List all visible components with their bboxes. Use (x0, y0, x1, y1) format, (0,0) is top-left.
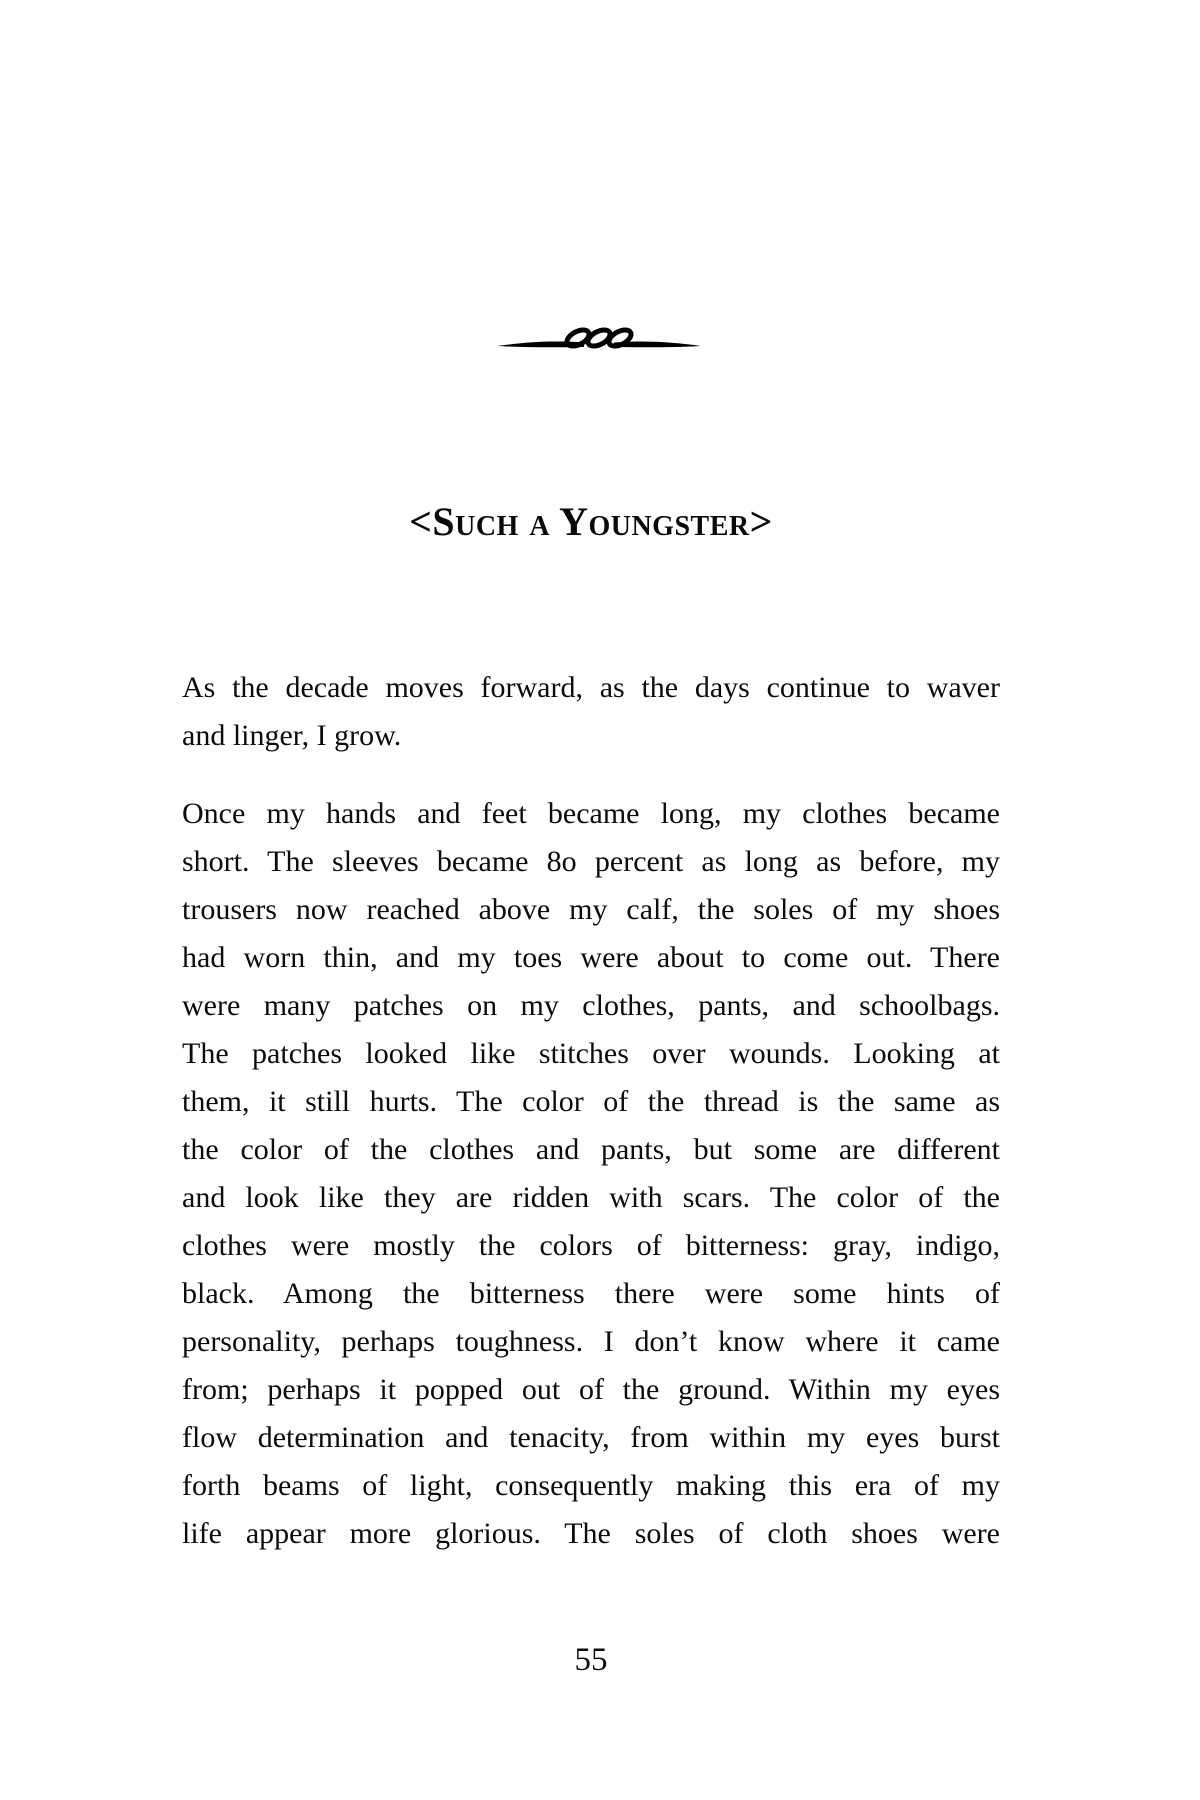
text-line: life appear more glorious. The soles of cloth shoes were (182, 1517, 1000, 1550)
text-line: forth beams of light, consequently making this era of my (182, 1469, 1000, 1502)
text-line: had worn thin, and my toes were about to come out. There (182, 941, 1000, 974)
text-line: As the decade moves forward, as the days continue to waver (182, 671, 1000, 704)
text-line: trousers now reached above my calf, the soles of my shoes (182, 893, 1000, 926)
text-line: the color of the clothes and pants, but some are different (182, 1133, 1000, 1166)
page-number: 55 (574, 1642, 608, 1678)
text-line: them, it still hurts. The color of the thread is the same as (182, 1085, 1000, 1118)
paragraph (182, 664, 1000, 760)
text-line: and look like they are ridden with scars. The color of the (182, 1181, 1000, 1214)
text-line: from; perhaps it popped out of the ground. Within my eyes (182, 1373, 1000, 1406)
text-line: The patches looked like stitches over wounds. Looking at (182, 1037, 1000, 1070)
text-line: and linger, I grow. (182, 719, 402, 752)
rope-twist-divider-icon (494, 325, 704, 355)
chapter-title: <Such a Youngster> (409, 499, 773, 544)
paragraph (182, 790, 1000, 1558)
text-line: were many patches on my clothes, pants, and schoolbags. (182, 989, 1000, 1022)
text-line: flow determination and tenacity, from within my eyes burst (182, 1421, 1000, 1454)
text-line: Once my hands and feet became long, my clothes became (182, 797, 1000, 830)
text-line: black. Among the bitterness there were some hints of (182, 1277, 1000, 1310)
text-line: clothes were mostly the colors of bitterness: gray, indigo, (182, 1229, 1000, 1262)
text-line: personality, perhaps toughness. I don’t know where it came (182, 1325, 1000, 1358)
text-line: short. The sleeves became 8o percent as long as before, my (182, 845, 1000, 878)
body-text (182, 664, 1000, 1558)
